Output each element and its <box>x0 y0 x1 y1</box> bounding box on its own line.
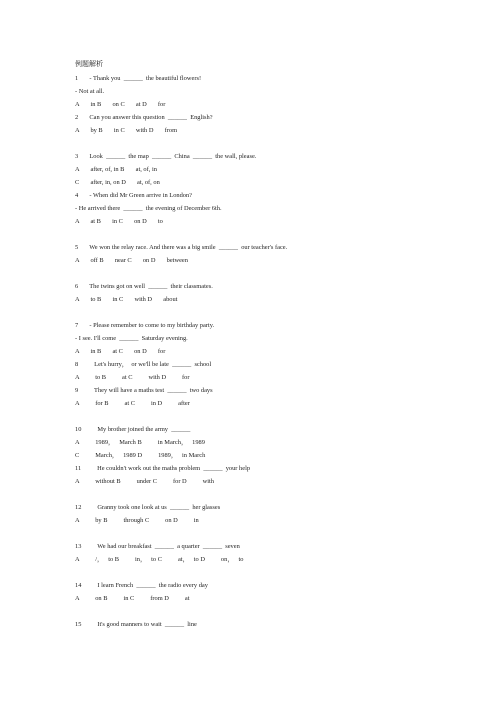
options-4: A at B in C on D to <box>75 218 163 225</box>
options-7: A in B at C on D for <box>75 348 166 355</box>
answer-line: - He arrived there ______ the evening of December 6th. <box>75 205 222 212</box>
question-8: 8 Let's hurry， or we'll be late ______ school <box>75 361 212 368</box>
question-10: 10 My brother joined the army ______ <box>75 426 191 433</box>
options-14: A on B in C from D at <box>75 595 190 602</box>
question-1: 1 - Thank you ______ the beautiful flowers! <box>75 75 202 82</box>
question-7: 7 - Please remember to come to my birthday party. <box>75 322 215 329</box>
question-9: 9 They will have a maths test ______ two days <box>75 387 213 394</box>
question-13: 13 We had our breakfast ______ a quarter ______ seven <box>75 543 240 550</box>
options-2: A by B in C with D from <box>75 127 178 134</box>
options-5: A off B near C on D between <box>75 257 188 264</box>
options-10-cd: C March， 1989 D 1989， in March <box>75 452 206 459</box>
options-3-cd: C after, in, on D at, of, on <box>75 179 160 186</box>
options-10-ab: A 1989， March B in March， 1989 <box>75 439 205 446</box>
page-heading: 例题解析 <box>75 60 103 68</box>
question-6: 6 The twins got on well ______ their classmates. <box>75 283 213 290</box>
question-15: 15 It's good manners to wait ______ line <box>75 621 197 628</box>
options-13: A /， to B in， to C at， to D on， to <box>75 556 244 563</box>
question-12: 12 Granny took one look at us ______ her glasses <box>75 504 221 511</box>
answer-line: - I see. I'll come ______ Saturday evening. <box>75 335 188 342</box>
options-9: A for B at C in D after <box>75 400 190 407</box>
options-11: A without B under C for D with <box>75 478 214 485</box>
options-8: A to B at C with D for <box>75 374 190 381</box>
question-2: 2 Can you answer this question ______ English? <box>75 114 213 121</box>
options-3-ab: A after, of, in B at, of, in <box>75 166 157 173</box>
question-11: 11 He couldn't work out the maths problem ______ your help <box>75 465 251 472</box>
question-5: 5 We won the relay race. And there was a big smile ______ our teacher's face. <box>75 244 288 251</box>
options-6: A to B in C with D about <box>75 296 178 303</box>
answer-line: - Not at all. <box>75 88 105 95</box>
question-3: 3 Look ______ the map ______ China ______ the wall, please. <box>75 153 257 160</box>
question-14: 14 I learn French ______ the radio every day <box>75 582 208 589</box>
question-4: 4 - When did Mr Green arrive in London? <box>75 192 193 199</box>
options-12: A by B through C on D in <box>75 517 199 524</box>
options-1: A in B on C at D for <box>75 101 166 108</box>
